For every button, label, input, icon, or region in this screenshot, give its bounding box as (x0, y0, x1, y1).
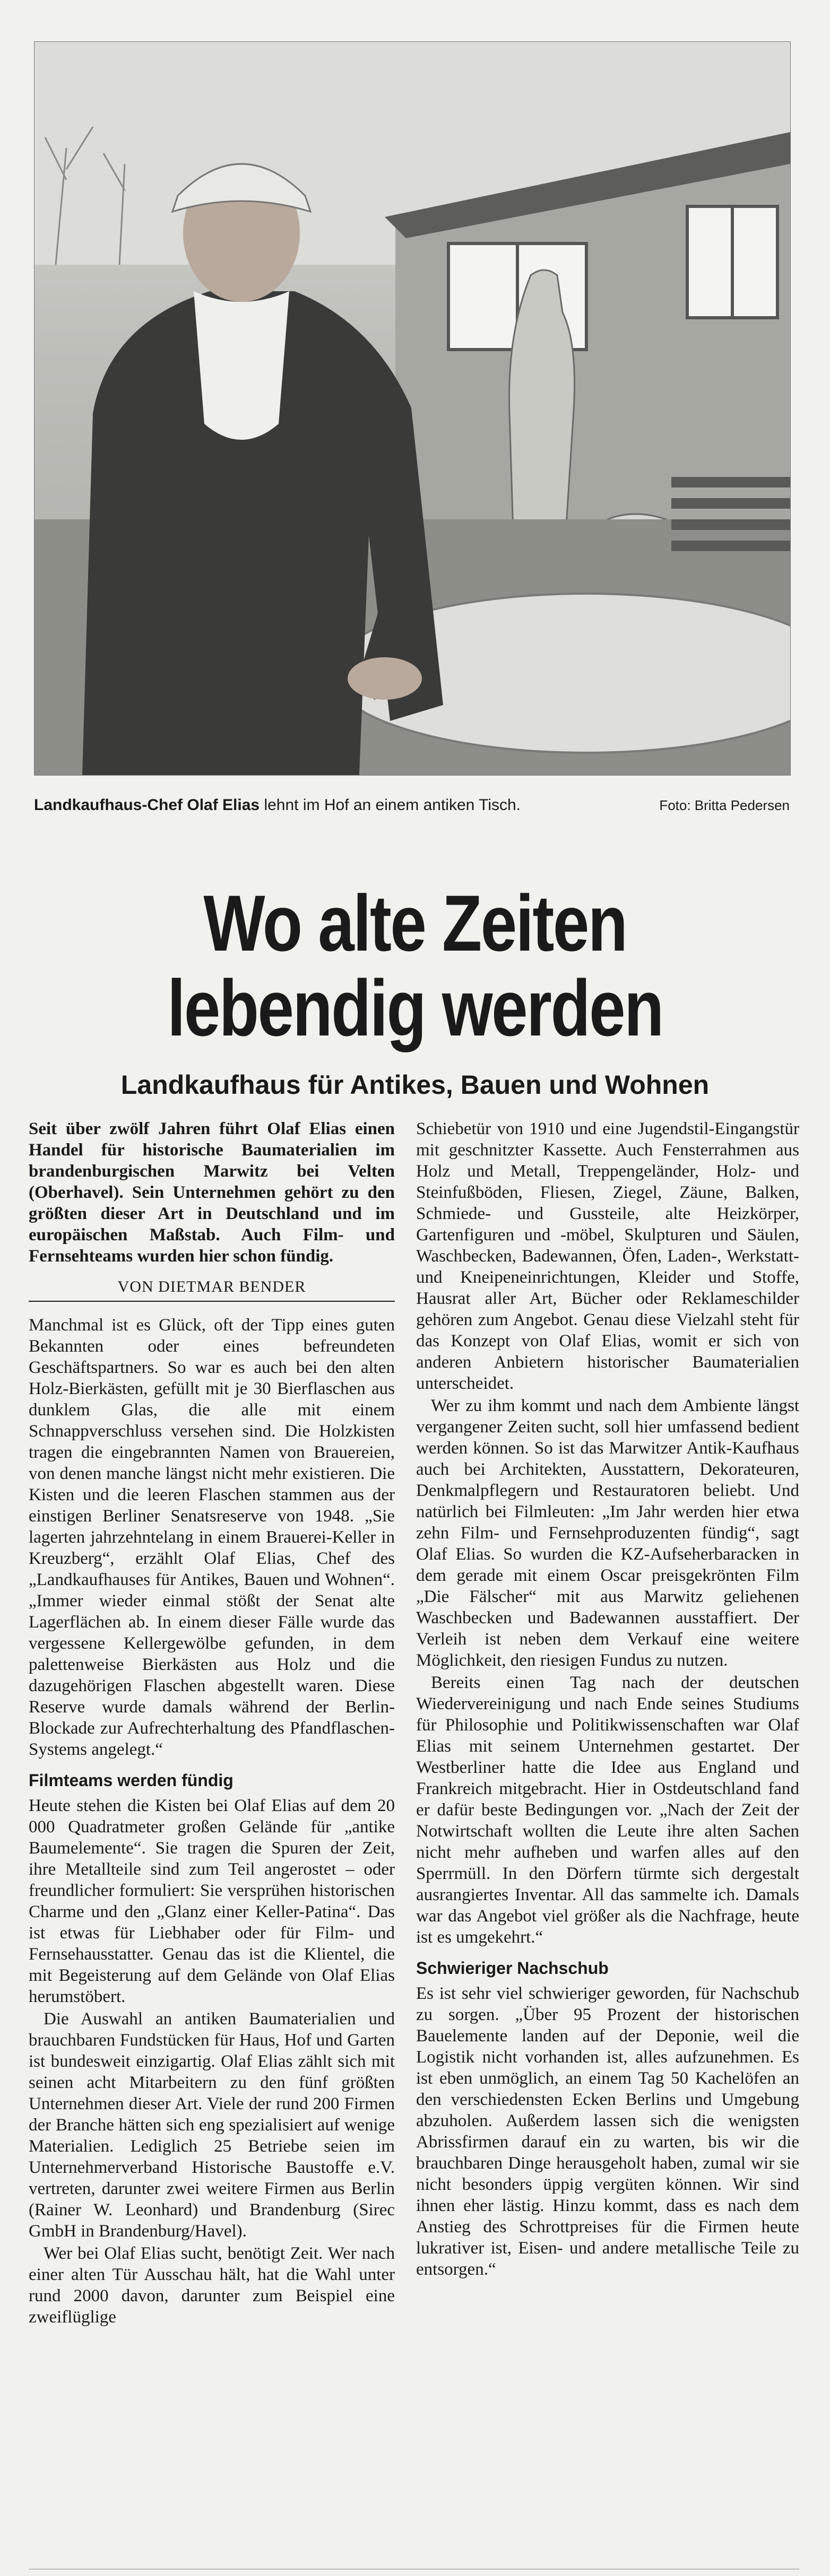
column-right (416, 1118, 799, 2281)
photo-caption (34, 789, 790, 821)
subheadline: Landkaufhaus für Antikes, Bauen und Wohnen (120, 1070, 710, 1100)
column-left (29, 1118, 395, 2329)
paragraph: Schiebetür von 1910 und eine Jugendstil-Eingangstür mit geschnitzter Kassette. Auch Fensterrahmen aus Holz und Metall, Treppengeländer, Holz- und Steinfußböden, Fliesen, Ziegel, Zäune, Balken, Schmiede- und Gussteile, alte Heizkörper, Gartenfiguren und -möbel, Skulpturen und Säulen, Waschbecken, Badewannen, Öfen, Laden-, Werkstatt- und Kneipeneinrichtungen, Kleider und Stoffe, Hausrat aller Art, Bücher oder Reklameschilder gehören zum Angebot. Genau diese Vielzahl steht für das Konzept von Olaf Elias, womit er sich von anderen Anbietern historischer Baumaterialien unterscheidet. (416, 1119, 799, 1393)
paragraph: Es ist sehr viel schwieriger geworden, für Nachschub zu sorgen. „Über 95 Prozent der historischen Bauelemente landen auf der Deponie, weil die Logistik nicht vorhanden ist, alles aufzunehmen. Es ist eben unmöglich, an einem Tag 50 Kachelöfen an den verschiedensten Ecken Berlins und Umgebung abzuholen. Außerdem lassen sich die wenigsten Abrissfirmen darauf ein zu warten, bis wir die brauchbaren Dinge herausgeholt haben, zumal wir sie nicht besonders üppig vergüten können. Wir sind ihnen eher lästig. Hinzu kommt, dass es nach dem Anstieg des Schrottpreises für die Firmen heute lukrativer ist, Eisen- und andere metallische Teile zu entsorgen.“ (416, 1984, 799, 2279)
bottom-rule (29, 2569, 799, 2570)
headline-line-2: lebendig werden (167, 963, 663, 1052)
paragraph: Wer zu ihm kommt und nach dem Ambiente längst vergangener Zeiten sucht, soll hier umfassend bedient werden können. So ist das Marwitzer Antik-Kaufhaus auch bei Architekten, Ausstattern, Dekorateuren, Denkmalpflegern und Restauratoren beliebt. Und natürlich bei Filmleuten: „Im Jahr werden hier etwa zehn Film- und Fernsehproduzenten fündig“, sagt Olaf Elias. So wurden die KZ-Aufseherbaracken in dem gerade mit einem Oscar preisgekrönten Film „Die Fälscher“ mit aus Marwitz geliehenen Waschbecken und Badewannen ausstaffiert. Der Verleih ist neben dem Verkauf eine weitere Möglichkeit, den riesigen Fundus zu nutzen. (416, 1396, 799, 1670)
headline-line-1: Wo alte Zeiten (203, 878, 627, 968)
paragraph: Manchmal ist es Glück, oft der Tipp eines guten Bekannten oder eines befreundeten Geschäftspartners. So war es auch bei den alten Holz-Bierkästen, gefüllt mit je 30 Bierflaschen aus dunklem Glas, die alle mit einem Schnappverschluss versehen sind. Die Holzkisten tragen die eingebrannten Namen von Brauereien, von denen manche längst nicht mehr existieren. Die Kisten und die leeren Flaschen stammen aus der einstigen Berliner Senatsreserve von 1948. „Sie lagerten jahrzehntelang in einem Brauerei-Keller in Kreuzberg“, erzählt Olaf Elias, Chef des „Landkaufhauses für Antikes, Bauen und Wohnen“. „Immer wieder einmal stößt der Senat alte Lagerflächen ab. In einem dieser Fälle wurde das vergessene Kellergewölbe gefunden, in dem palettenweise Bierkästen aus Holz und die dazugehörigen Flaschen abgestellt waren. Diese Reserve wurde damals während der Berlin-Blockade zur Aufrechterhaltung des Pfandflaschen-Systems angelegt.“ (29, 1316, 395, 1759)
section-heading: Filmteams werden fündig (29, 1771, 234, 1790)
caption-text: lehnt im Hof an einem antiken Tisch. (264, 796, 521, 814)
article-photo (34, 41, 791, 776)
byline: VON DIETMAR BENDER (29, 1276, 395, 1302)
paragraph: Die Auswahl an antiken Baumaterialien und brauchbaren Fundstücken für Haus, Hof und Garten ist bundesweit einzigartig. Olaf Elias zählt sich mit seinen acht Mitarbeitern zu den fünf größten Unternehmen dieser Art. Viele der rund 200 Firmen der Branche hätten sich eng spezialisiert auf wenige Materialien. Lediglich 25 Betriebe seien im Unternehmerverband Historische Baustoffe e.V. vertreten, darunter zwei weitere Firmen aus Berlin (Rainer W. Leonhard) und Brandenburg (Sirec GmbH in Brandenburg/Havel). (29, 2009, 395, 2241)
caption-lead: Landkaufhaus-Chef Olaf Elias (34, 796, 260, 814)
photo-illustration (34, 42, 790, 775)
paragraph: Bereits einen Tag nach der deutschen Wiedervereinigung und nach Ende seines Studiums für Philosophie und Politikwissenschaften war Olaf Elias mit seinem Unternehmen gestartet. Der Westberliner hatte die Idee aus England und Frankreich mitgebracht. Hier in Ostdeutschland fand er dafür beste Bedingungen vor. „Nach der Zeit der Notwirtschaft wollten die Leute ihre alten Sachen nicht mehr aufheben und warfen alles auf den Sperrmüll. In den Dörfern türmte sich dergestalt ausrangiertes Inventar. All das sammelte ich. Damals war das Angebot viel größer als die Nachfrage, heute ist es umgekehrt.“ (416, 1673, 799, 1947)
photo-credit: Foto: Britta Pedersen (659, 797, 790, 813)
section-heading: Schwieriger Nachschub (416, 1959, 609, 1978)
paragraph: Heute stehen die Kisten bei Olaf Elias auf dem 20 000 Quadratmeter großen Gelände für „antike Baumelemente“. Sie tragen die Spuren der Zeit, ihre Metallteile sind zum Teil angerostet – oder freundlicher formuliert: Sie versprühen historischen Charme und den „Glanz einer Keller-Patina“. Das ist etwas für Liebhaber oder für Film- und Fernsehausstatter. Genau das ist die Klientel, die mit Begeisterung auf dem Gelände von Olaf Elias herumstöbert. (29, 1796, 395, 2006)
intro-paragraph: Seit über zwölf Jahren führt Olaf Elias einen Handel für historische Baumaterialien im brandenburgischen Marwitz bei Velten (Oberhavel). Sein Unternehmen gehört zu den größten dieser Art in Deutschland und im europäischen Maßstab. Auch Film- und Fernsehteams wurden hier schon fündig. (29, 1119, 395, 1266)
paragraph: Wer bei Olaf Elias sucht, benötigt Zeit. Wer nach einer alten Tür Ausschau hält, hat die Wahl unter rund 2000 davon, darunter zum Beispiel eine zweiflüglige (29, 2244, 395, 2327)
